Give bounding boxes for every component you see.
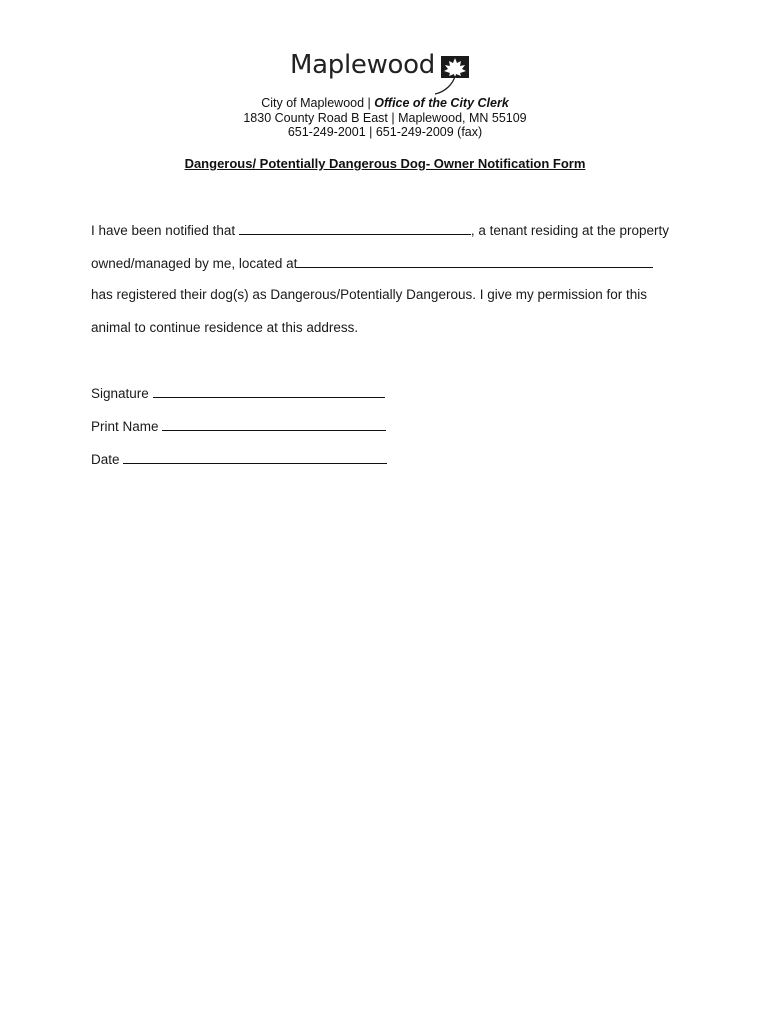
date-label: Date <box>91 452 124 467</box>
paragraph-line-4: animal to continue residence at this address. <box>91 320 359 335</box>
paragraph-line-3: has registered their dog(s) as Dangerous/Potentially Dangerous. I give my permission for this <box>91 287 648 302</box>
paragraph-line-1 <box>91 222 669 238</box>
office-line <box>0 96 770 111</box>
date-row <box>91 451 387 467</box>
form-title: Dangerous/ Potentially Dangerous Dog- Owner Notification Form <box>184 156 586 171</box>
office-name: Office of the City Clerk <box>374 96 509 110</box>
tenant-residing-text: , a tenant residing at the property <box>470 223 669 238</box>
print-name-field[interactable] <box>162 418 386 431</box>
city-name: City of Maplewood | <box>261 96 375 110</box>
date-field[interactable] <box>123 451 387 464</box>
print-name-label: Print Name <box>91 419 163 434</box>
street-address: 1830 County Road B East | Maplewood, MN 55109 <box>243 110 527 125</box>
paragraph-line-2 <box>91 255 653 271</box>
signature-label: Signature <box>91 386 153 401</box>
maplewood-logo <box>290 46 490 98</box>
office-address-block <box>0 96 770 140</box>
managed-by-text: owned/managed by me, located at <box>91 256 298 271</box>
property-address-field[interactable] <box>297 255 653 268</box>
signature-row <box>91 385 385 401</box>
maple-leaf-icon <box>431 54 481 98</box>
logo-wordmark: Maplewood <box>290 50 435 80</box>
tenant-name-field[interactable] <box>239 222 471 235</box>
phone-fax: 651-249-2001 | 651-249-2009 (fax) <box>287 125 483 139</box>
signature-field[interactable] <box>153 385 385 398</box>
notified-text: I have been notified that <box>91 223 239 238</box>
print-name-row <box>91 418 386 434</box>
